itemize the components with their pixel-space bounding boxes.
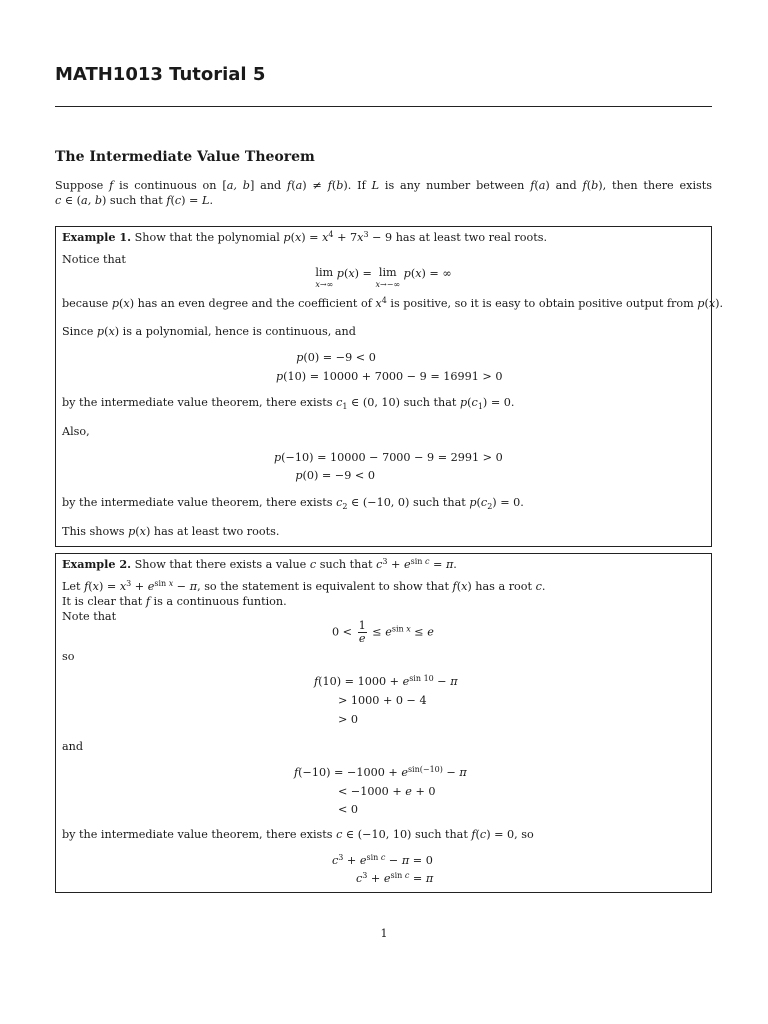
section-title: The Intermediate Value Theorem bbox=[55, 149, 315, 165]
example-1-label: Example 1. bbox=[62, 230, 132, 244]
example-2-let: Let $f(x) = x^3 + e^{sin x} - \pi$, so the statement is equivalent to show that f(x) has a root c. bbox=[62, 579, 546, 593]
eq-fm10-c: < 0 bbox=[338, 803, 359, 816]
example-1-ivt-1: by the intermediate value theorem, there exists $c_1$ ∈ (0, 10) such that $p(c_1) = 0$. bbox=[62, 396, 515, 411]
theorem-statement bbox=[55, 178, 712, 208]
theorem-line-1: Suppose f is continuous on [a, b] and f(a) ≠ f(b). If L is any number between f(a) and f(b), then there exists bbox=[55, 179, 713, 192]
eq-p0-b: p(0) = −9 < 0 bbox=[295, 469, 375, 482]
example-2-and: and bbox=[62, 740, 84, 753]
example-1-notice: Notice that bbox=[62, 253, 126, 266]
eq-f10-b: > 1000 + 0 − 4 bbox=[338, 694, 427, 707]
example-1-conclusion: This shows p(x) has at least two roots. bbox=[62, 525, 280, 538]
eq-p10: p(10) = 10000 + 7000 − 9 = 16991 > 0 bbox=[276, 370, 503, 383]
limit-equation: lim x→∞ p(x) = lim x→−∞ p(x) = ∞ bbox=[315, 266, 452, 289]
example-1-ivt-2: by the intermediate value theorem, there exists $c_2$ ∈ (−10, 0) such that $p(c_2) = 0$. bbox=[62, 496, 524, 511]
title-rule bbox=[55, 106, 712, 107]
eq-fm10-b: < −1000 + e + 0 bbox=[338, 785, 436, 798]
page-number: 1 bbox=[380, 927, 388, 940]
eq-f10-c: > 0 bbox=[338, 713, 359, 726]
example-1-statement: Example 1. Show that the polynomial $p(x) = x^4 + 7x^3 - 9$ has at least two real roots. bbox=[62, 230, 547, 244]
eq-p0: p(0) = −9 < 0 bbox=[296, 351, 376, 364]
example-2-ivt: by the intermediate value theorem, there exists c ∈ (−10, 10) such that f(c) = 0, so bbox=[62, 828, 534, 841]
example-2-clear: It is clear that f is a continuous funtion. bbox=[62, 595, 287, 608]
example-2-statement: Example 2. Show that there exists a value c such that $c^3 + e^{sin c} = \pi$. bbox=[62, 557, 457, 571]
example-2-box bbox=[55, 553, 712, 893]
example-1-since: Since p(x) is a polynomial, hence is continuous, and bbox=[62, 325, 356, 338]
bound-inequality: 0 < $\frac{1}{e}$ ≤ $e^{sin x} \le e$ bbox=[332, 619, 434, 645]
example-1-because: because p(x) has an even degree and the coefficient of $x^4$ is positive, so it is easy to obtain positive output from p(x). bbox=[62, 296, 724, 310]
example-1-box bbox=[55, 226, 724, 547]
example-2-note: Note that bbox=[62, 610, 117, 623]
eq-pm10: p(−10) = 10000 − 7000 − 9 = 2991 > 0 bbox=[274, 451, 503, 464]
example-2-label: Example 2. bbox=[62, 557, 132, 571]
document-title: MATH1013 Tutorial 5 bbox=[55, 64, 266, 85]
eq-fm10-a: $f(-10) = -1000 + e^{sin(-10)} - \pi$ bbox=[294, 765, 467, 779]
theorem-line-2: c ∈ (a, b) such that f(c) = L. bbox=[55, 194, 213, 207]
example-2-so: so bbox=[62, 650, 75, 663]
eq-result-1: $c^3 + e^{sin c} - \pi = 0$ bbox=[332, 853, 433, 867]
example-1-also: Also, bbox=[62, 425, 90, 438]
eq-f10-a: $f(10) = 1000 + e^{sin 10} - \pi$ bbox=[314, 674, 458, 688]
eq-result-2: $c^3 + e^{sin c} = \pi$ bbox=[356, 871, 434, 885]
